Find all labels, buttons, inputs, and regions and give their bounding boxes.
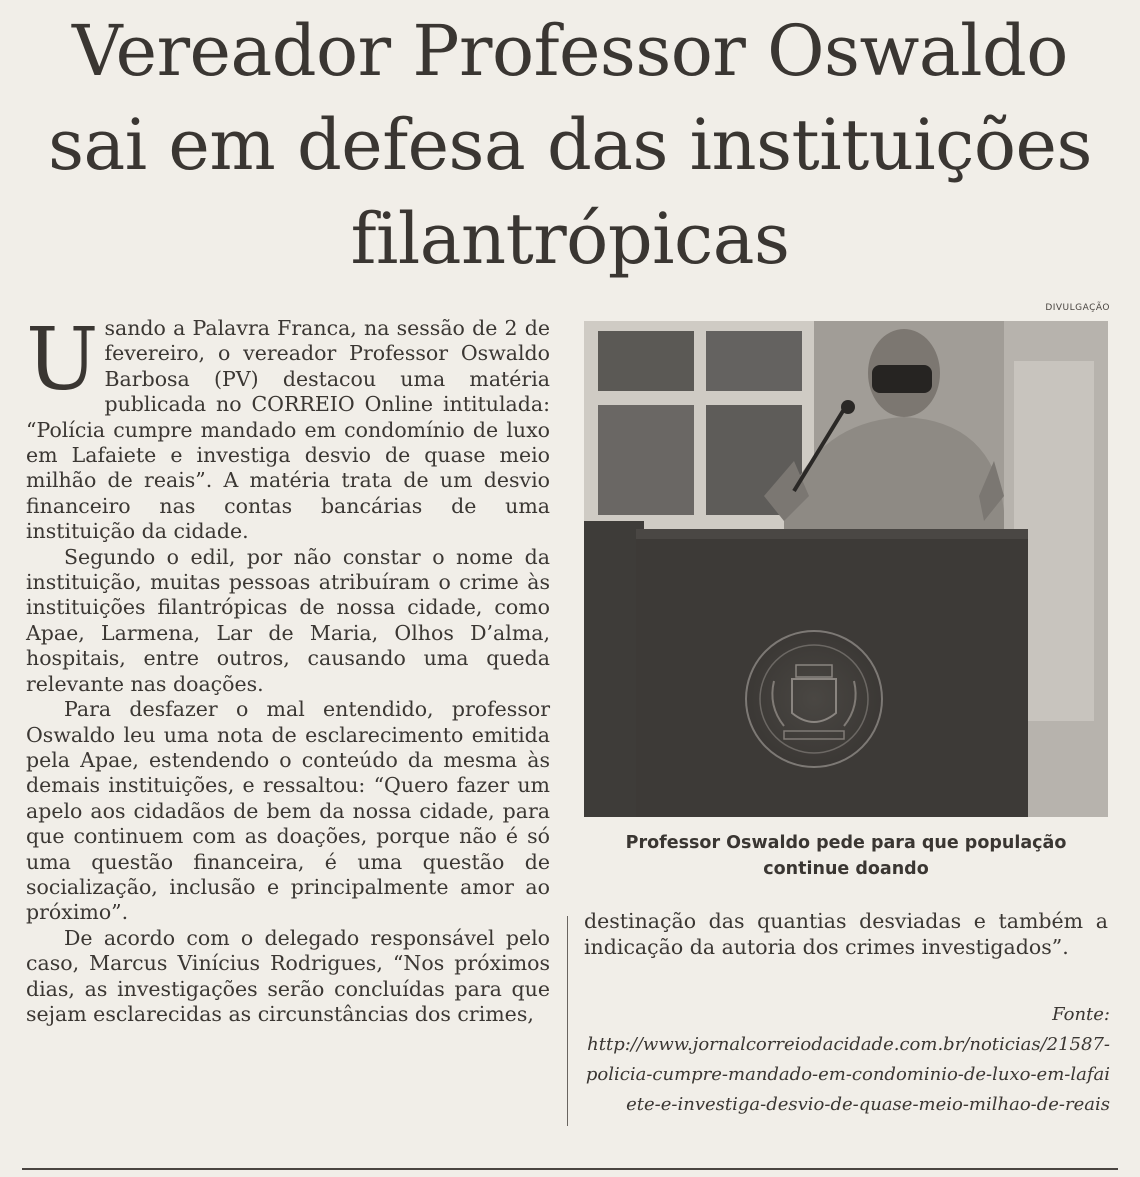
photo-illustration (584, 321, 1108, 817)
drop-cap: U (26, 310, 99, 410)
article-paragraph-3: Para desfazer o mal entendido, professor Oswaldo leu uma nota de esclarecimento emitida pela Apae, estendendo o conteúdo da mesma às demais instituições, e ressaltou: “Quero fazer um apelo aos cidadãos de bem da nossa cidade, para que continuem com as doações, porque não é só uma questão financeira, é uma questão de socialização, inclusão e principalmente amor ao próximo”. (26, 697, 550, 925)
article-paragraph-1 (26, 310, 550, 545)
article-body-left-column (26, 310, 550, 1027)
source-block (584, 1000, 1110, 1120)
photo-credit: DIVULGAÇÃO (1045, 303, 1110, 313)
bottom-rule (22, 1168, 1118, 1170)
article-headline: Vereador Professor Oswaldo sai em defesa das instituições filantrópicas (48, 10, 1092, 280)
source-url: http://www.jornalcorreiodacidade.com.br/noticias/21587-policia-cumpre-mandado-em-condominio-de-luxo-em-lafaiete-e-investiga-desvio-de-quase-meio-milhao-de-reais (585, 1034, 1110, 1115)
article-paragraph-4: De acordo com o delegado responsável pelo caso, Marcus Vinícius Rodrigues, “Nos próximos dias, as investigações serão concluídas para que sejam esclarecidas as circunstâncias dos crimes, (26, 925, 550, 1026)
column-divider (567, 916, 568, 1126)
photo-caption: Professor Oswaldo pede para que população continue doando (625, 833, 1067, 879)
article-photo (584, 321, 1108, 817)
source-label: Fonte: (1052, 1004, 1110, 1025)
article-continuation: destinação das quantias desviadas e também a indicação da autoria dos crimes investigados”. (584, 909, 1108, 959)
article-paragraph-2: Segundo o edil, por não constar o nome da instituição, muitas pessoas atribuíram o crime às instituições filantrópicas de nossa cidade, como Apae, Larmena, Lar de Maria, Olhos D’alma, hospitais, entre outros, causando uma queda relevante nas doações. (26, 544, 550, 696)
paragraph-text: sando a Palavra Franca, na sessão de 2 de fevereiro, o vereador Professor Oswaldo Barbosa (PV) destacou uma matéria publicada no CORREIO Online intitulada: “Polícia cumpre mandado em condomínio de luxo em Lafaiete e investiga desvio de quase meio milhão de reais”. A matéria trata de um desvio financeiro nas contas bancárias de uma instituição da cidade. (26, 316, 550, 544)
